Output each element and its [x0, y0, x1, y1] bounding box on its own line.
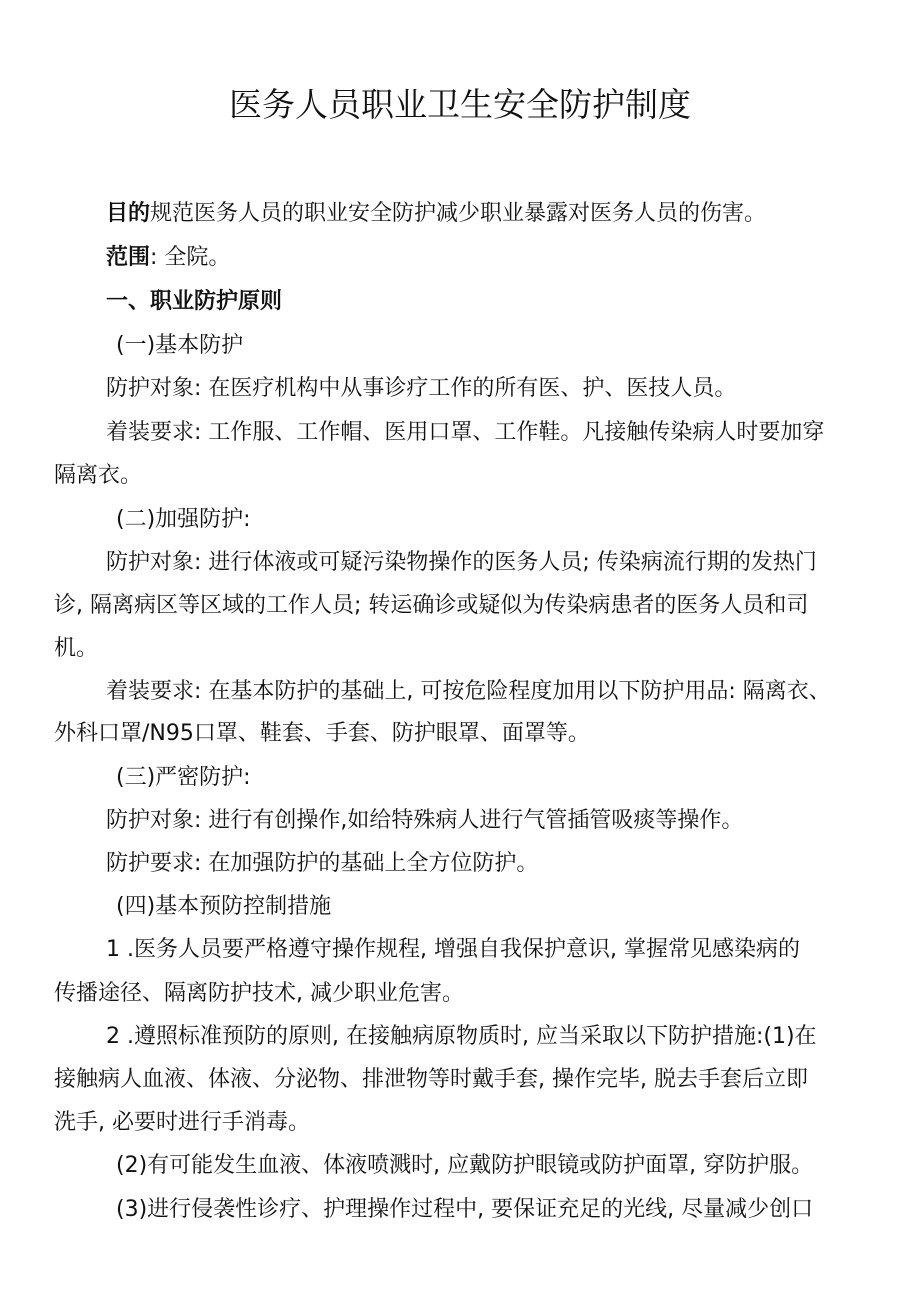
enhanced-target-line-1: 防护对象: 进行体液或可疑污染物操作的医务人员; 传染病流行期的发热门 [106, 550, 817, 575]
basic-protection-heading: (一)基本防护 [116, 333, 244, 358]
prevention-item-2-line-1: 2 .遵照标准预防的原则, 在接触病原物质时, 应当采取以下防护措施:(1)在 [106, 1024, 817, 1049]
basic-protection-target: 防护对象: 在医疗机构中从事诊疗工作的所有医、护、医技人员。 [106, 376, 737, 401]
document-title: 医务人员职业卫生安全防护制度 [229, 85, 691, 124]
prevention-item-2-sub-3: (3)进行侵袭性诊疗、护理操作过程中, 要保证充足的光线, 尽量减少创口 [116, 1197, 814, 1222]
enhanced-dress-line-2: 外科口罩/N95口罩、鞋套、手套、防护眼罩、面罩等。 [54, 721, 590, 746]
strict-protection-requirement: 防护要求: 在加强防护的基础上全方位防护。 [106, 851, 539, 876]
enhanced-target-line-3: 机。 [54, 636, 99, 661]
purpose-line [106, 199, 766, 229]
strict-protection-target: 防护对象: 进行有创操作,如给特殊病人进行气管插管吸痰等操作。 [106, 808, 744, 833]
basic-dress-line-2: 隔离衣。 [54, 463, 143, 488]
prevention-item-1-line-2: 传播途径、隔离防护技术, 减少职业危害。 [54, 981, 464, 1006]
prevention-item-2-sub-2: (2)有可能发生血液、体液喷溅时, 应戴防护眼镜或防护面罩, 穿防护服。 [116, 1153, 814, 1178]
scope-text: : 全院。 [150, 245, 231, 270]
strict-protection-heading: (三)严密防护: [116, 765, 251, 790]
enhanced-protection-heading: (二)加强防护: [116, 507, 251, 532]
purpose-text: 规范医务人员的职业安全防护减少职业暴露对医务人员的伤害。 [150, 201, 767, 226]
enhanced-dress-line-1: 着装要求: 在基本防护的基础上, 可按危险程度加用以下防护用品: 隔离衣、 [106, 679, 831, 704]
prevention-item-2-line-2: 接触病人血液、体液、分泌物、排泄物等时戴手套, 操作完毕, 脱去手套后立即 [54, 1067, 808, 1092]
enhanced-target-line-2: 诊, 隔离病区等区域的工作人员; 转运确诊或疑似为传染病患者的医务人员和司 [54, 593, 809, 618]
prevention-heading: (四)基本预防控制措施 [116, 894, 332, 919]
prevention-item-2-line-3: 洗手, 必要时进行手消毒。 [54, 1110, 310, 1135]
scope-label: 范围 [106, 245, 151, 270]
purpose-label: 目的 [106, 201, 151, 226]
basic-dress-line-1: 着装要求: 工作服、工作帽、医用口罩、工作鞋。凡接触传染病人时要加穿 [106, 420, 825, 445]
section1-heading: 一、职业防护原则 [106, 289, 283, 314]
prevention-item-1-line-1: 1 .医务人员要严格遵守操作规程, 增强自我保护意识, 掌握常见感染病的 [106, 937, 800, 962]
scope-line [106, 243, 230, 273]
